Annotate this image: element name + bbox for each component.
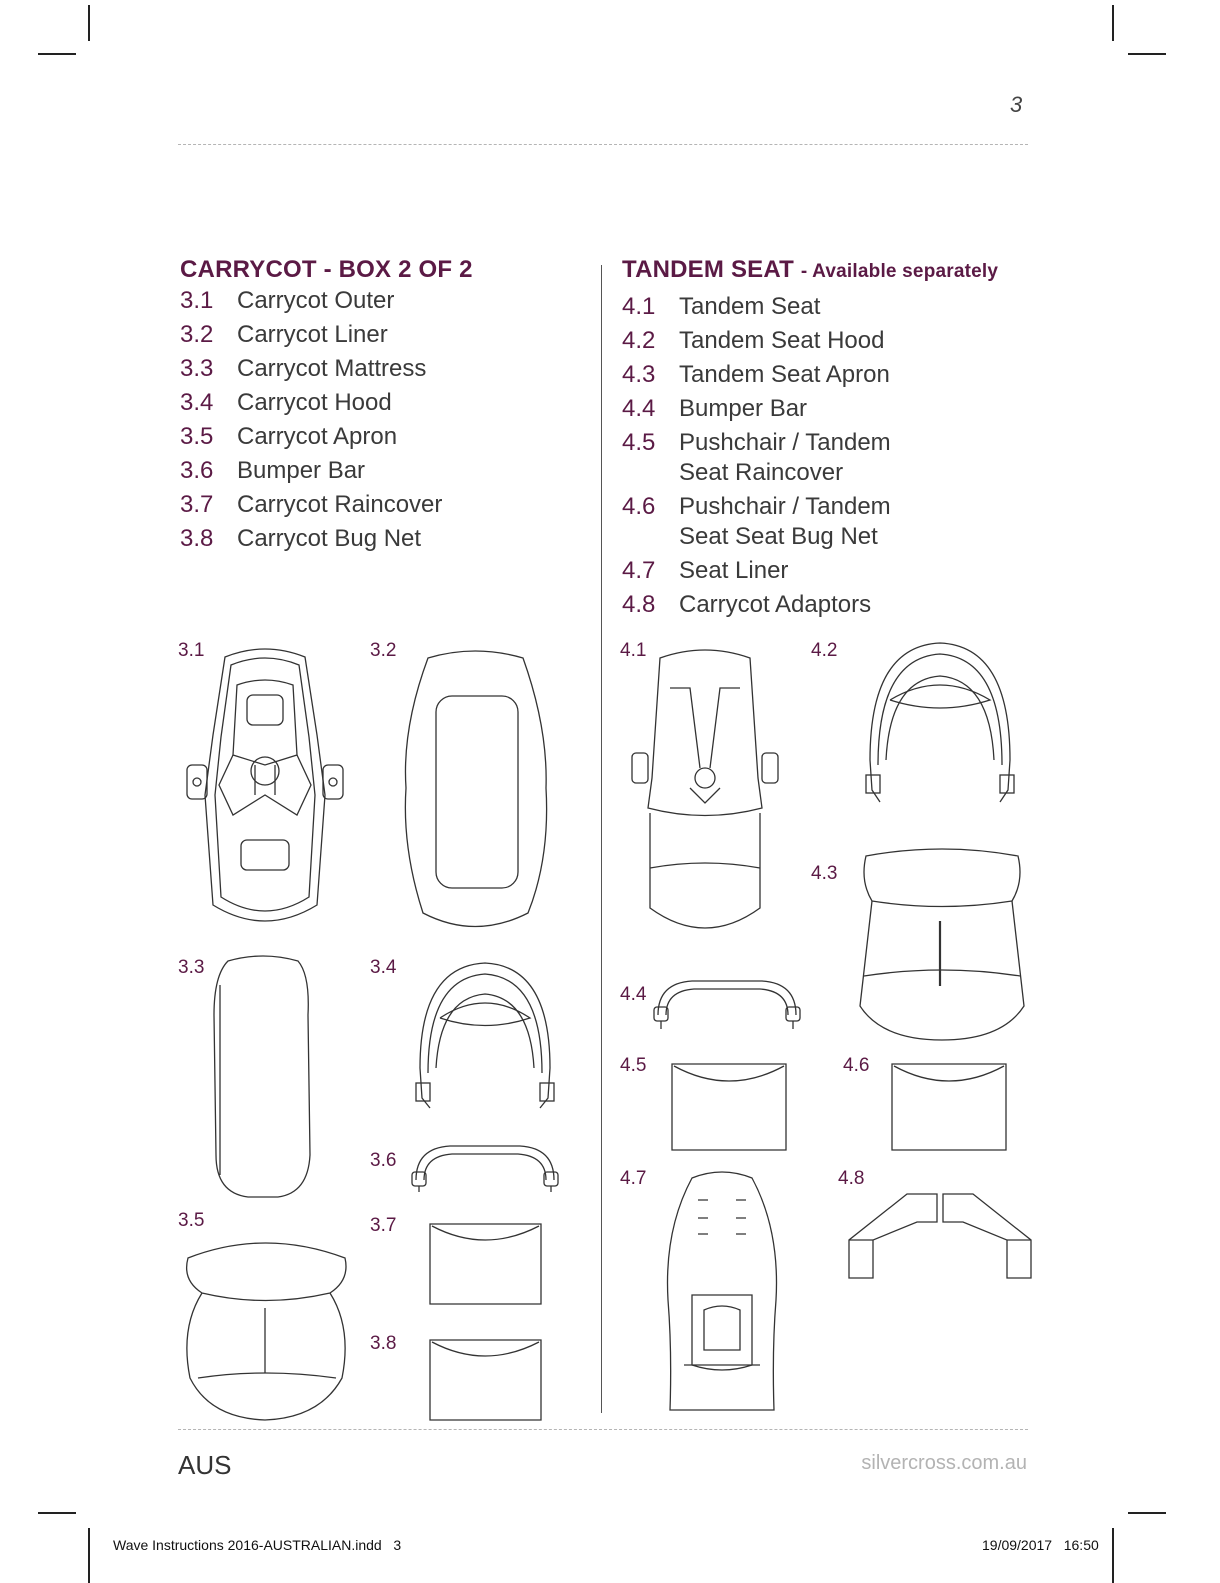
item-number: 3.1 bbox=[180, 287, 214, 314]
item-label: Bumper Bar bbox=[679, 395, 808, 422]
crop-mark bbox=[1128, 1512, 1166, 1514]
carrycot-bumper-bar-illustration bbox=[410, 1140, 560, 1195]
figure-label-4-2: 4.2 bbox=[811, 640, 838, 661]
figure-label-4-8: 4.8 bbox=[838, 1168, 865, 1189]
item-label: Carrycot Mattress bbox=[237, 355, 427, 382]
crop-mark bbox=[38, 1512, 76, 1514]
item-number: 4.3 bbox=[622, 361, 656, 388]
figure-label-3-8: 3.8 bbox=[370, 1333, 397, 1354]
figure-label-3-6: 3.6 bbox=[370, 1150, 397, 1171]
item-label: Carrycot Apron bbox=[237, 423, 398, 450]
bottom-divider bbox=[178, 1429, 1028, 1430]
tandem-heading bbox=[622, 256, 1032, 284]
item-number: 4.2 bbox=[622, 327, 656, 354]
crop-mark bbox=[1112, 5, 1114, 41]
item-number: 4.6 bbox=[622, 493, 656, 520]
item-label: Carrycot Hood bbox=[237, 389, 392, 416]
item-label: Pushchair / Tandem Seat Raincover bbox=[679, 429, 891, 486]
figure-label-4-3: 4.3 bbox=[811, 863, 838, 884]
carrycot-hood-illustration bbox=[410, 958, 560, 1118]
item-number: 3.3 bbox=[180, 355, 214, 382]
item-number: 4.4 bbox=[622, 395, 656, 422]
figure-label-3-2: 3.2 bbox=[370, 640, 397, 661]
page-number: 3 bbox=[1010, 92, 1023, 117]
tandem-section bbox=[622, 256, 1032, 624]
carrycot-list-item bbox=[180, 354, 580, 384]
slug-datetime: 19/09/2017 16:50 bbox=[982, 1537, 1099, 1553]
item-label: Seat Liner bbox=[679, 557, 789, 584]
figure-label-4-1: 4.1 bbox=[620, 640, 647, 661]
item-label: Carrycot Adaptors bbox=[679, 591, 872, 618]
carrycot-list-item bbox=[180, 320, 580, 350]
figure-label-4-5: 4.5 bbox=[620, 1055, 647, 1076]
item-label: Carrycot Liner bbox=[237, 321, 388, 348]
tandem-bug-net-illustration bbox=[890, 1058, 1008, 1154]
figure-label-3-5: 3.5 bbox=[178, 1210, 205, 1231]
item-number: 4.5 bbox=[622, 429, 656, 456]
figure-label-3-4: 3.4 bbox=[370, 957, 397, 978]
tandem-list-item bbox=[622, 326, 922, 356]
item-label: Tandem Seat Apron bbox=[679, 361, 890, 388]
tandem-raincover-illustration bbox=[670, 1058, 788, 1154]
item-label: Carrycot Outer bbox=[237, 287, 395, 314]
carrycot-liner-illustration bbox=[398, 648, 553, 933]
slug-filename: Wave Instructions 2016-AUSTRALIAN.indd 3 bbox=[113, 1537, 402, 1553]
carrycot-apron-illustration bbox=[180, 1238, 355, 1423]
tandem-parts-list bbox=[622, 292, 922, 620]
item-number: 3.6 bbox=[180, 457, 214, 484]
item-label: Tandem Seat bbox=[679, 293, 821, 320]
carrycot-list-item bbox=[180, 490, 580, 520]
item-number: 3.8 bbox=[180, 525, 214, 552]
item-label: Tandem Seat Hood bbox=[679, 327, 885, 354]
figure-label-3-1: 3.1 bbox=[178, 640, 205, 661]
tandem-list-item bbox=[622, 428, 922, 488]
carrycot-list-item bbox=[180, 388, 580, 418]
carrycot-bug-net-illustration bbox=[428, 1334, 543, 1424]
carrycot-adaptors-illustration bbox=[845, 1188, 1035, 1283]
item-number: 4.7 bbox=[622, 557, 656, 584]
website-link[interactable]: silvercross.com.au bbox=[861, 1452, 1027, 1474]
tandem-seat-illustration bbox=[630, 648, 780, 943]
crop-mark bbox=[38, 53, 76, 55]
crop-mark bbox=[88, 1528, 90, 1583]
figure-label-3-7: 3.7 bbox=[370, 1215, 397, 1236]
tandem-title: TANDEM SEAT bbox=[622, 256, 794, 283]
tandem-bumper-bar-illustration bbox=[652, 975, 802, 1033]
figure-label-4-6: 4.6 bbox=[843, 1055, 870, 1076]
carrycot-outer-illustration bbox=[185, 645, 345, 935]
item-number: 3.5 bbox=[180, 423, 214, 450]
figure-label-4-4: 4.4 bbox=[620, 984, 647, 1005]
carrycot-section bbox=[180, 256, 580, 558]
item-number: 4.1 bbox=[622, 293, 656, 320]
item-number: 3.2 bbox=[180, 321, 214, 348]
item-label: Carrycot Bug Net bbox=[237, 525, 422, 552]
region-label: AUS bbox=[178, 1450, 232, 1480]
crop-mark bbox=[88, 5, 90, 41]
item-label: Carrycot Raincover bbox=[237, 491, 443, 518]
column-divider bbox=[601, 265, 602, 1413]
crop-mark bbox=[1112, 1528, 1114, 1583]
carrycot-list-item bbox=[180, 456, 580, 486]
carrycot-parts-list bbox=[180, 286, 580, 554]
tandem-list-item bbox=[622, 360, 922, 390]
tandem-list-item bbox=[622, 590, 922, 620]
tandem-seat-hood-illustration bbox=[860, 640, 1020, 810]
figure-label-3-3: 3.3 bbox=[178, 957, 205, 978]
top-divider bbox=[178, 144, 1028, 145]
carrycot-heading: CARRYCOT - BOX 2 OF 2 bbox=[180, 256, 473, 283]
item-label: Bumper Bar bbox=[237, 457, 366, 484]
figure-label-4-7: 4.7 bbox=[620, 1168, 647, 1189]
tandem-list-item bbox=[622, 394, 922, 424]
item-number: 3.4 bbox=[180, 389, 214, 416]
item-number: 4.8 bbox=[622, 591, 656, 618]
item-number: 3.7 bbox=[180, 491, 214, 518]
tandem-list-item bbox=[622, 292, 922, 322]
tandem-subtitle: - Available separately bbox=[800, 261, 999, 282]
crop-mark bbox=[1128, 53, 1166, 55]
tandem-list-item bbox=[622, 556, 922, 586]
tandem-list-item bbox=[622, 492, 922, 552]
carrycot-list-item bbox=[180, 286, 580, 316]
carrycot-list-item bbox=[180, 524, 580, 554]
carrycot-raincover-illustration bbox=[428, 1218, 543, 1308]
tandem-seat-apron-illustration bbox=[852, 846, 1032, 1041]
carrycot-mattress-illustration bbox=[208, 955, 318, 1200]
carrycot-list-item bbox=[180, 422, 580, 452]
item-label: Pushchair / Tandem Seat Seat Bug Net bbox=[679, 493, 891, 550]
seat-liner-illustration bbox=[662, 1170, 782, 1415]
